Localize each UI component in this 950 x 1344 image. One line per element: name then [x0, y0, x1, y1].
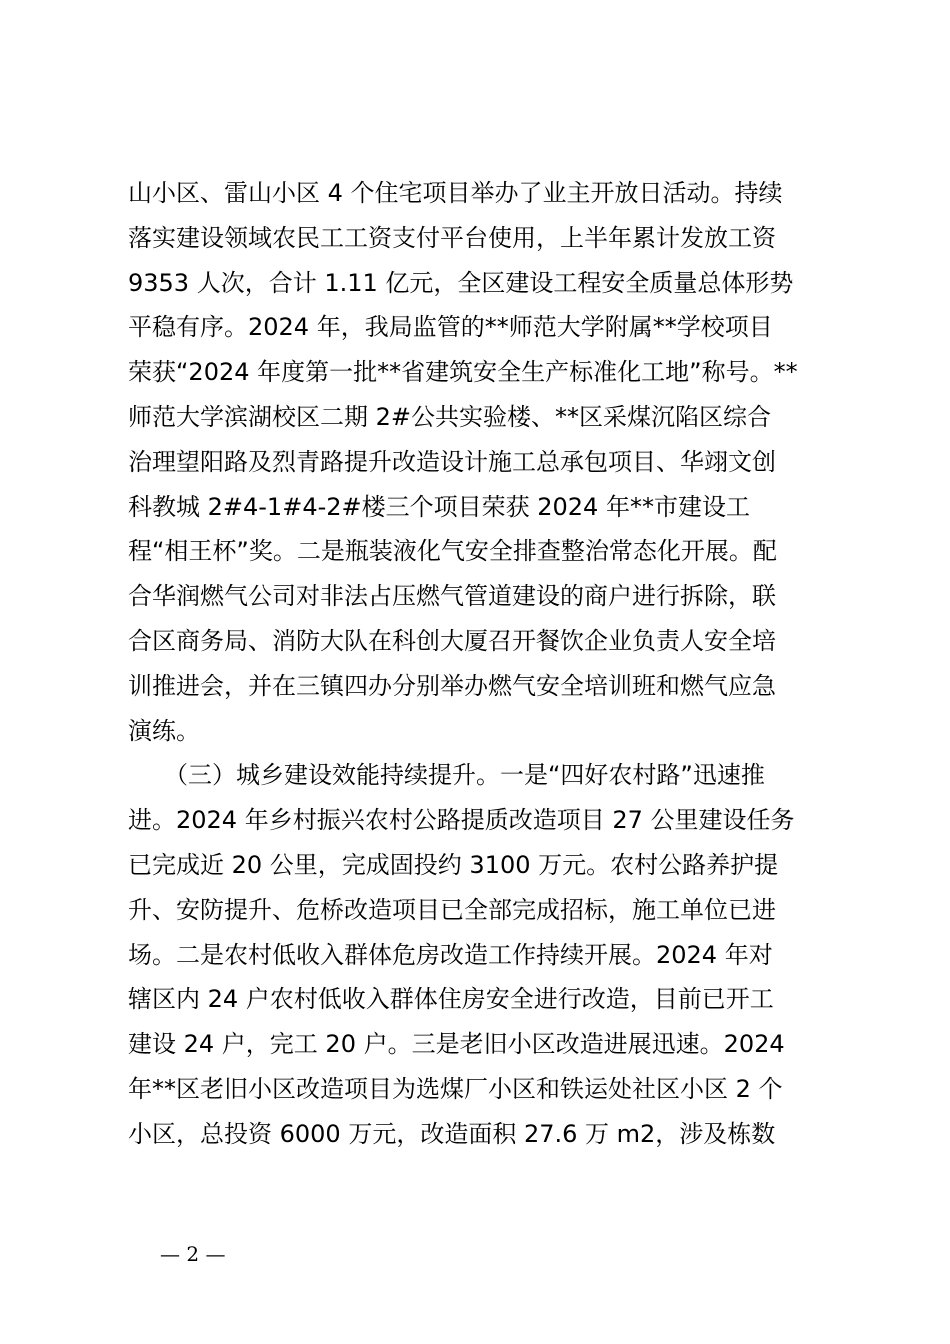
text-line: 平稳有序。2024 年，我局监管的**师范大学附属**学校项目: [128, 313, 773, 342]
text-line: 已完成近 20 公里，完成固投约 3100 万元。农村公路养护提: [128, 850, 779, 879]
text-line: 年**区老旧小区改造项目为选煤厂小区和铁运处社区小区 2 个: [128, 1074, 783, 1103]
text-line: 合华润燃气公司对非法占压燃气管道建设的商户进行拆除，联: [128, 582, 776, 611]
text-line: 场。二是农村低收入群体危房改造工作持续开展。2024 年对: [128, 940, 773, 969]
text-line: 落实建设领域农民工工资支付平台使用，上半年累计发放工资: [128, 223, 776, 252]
page-number: — 2 —: [160, 1242, 226, 1266]
text-line: 训推进会，并在三镇四办分别举办燃气安全培训班和燃气应急: [128, 671, 776, 700]
section-heading-line: （三）城乡建设效能持续提升。一是“四好农村路”迅速推: [128, 761, 765, 790]
text-line: 辖区内 24 户农村低收入群体住房安全进行改造，目前已开工: [128, 985, 774, 1014]
text-line: 演练。: [128, 716, 200, 745]
text-line: 升、安防提升、危桥改造项目已全部完成招标，施工单位已进: [128, 895, 776, 924]
text-line: 荣获“2024 年度第一批**省建筑安全生产标准化工地”称号。**: [128, 358, 798, 387]
text-line: 小区，总投资 6000 万元，改造面积 27.6 万 m2，涉及栋数: [128, 1119, 776, 1148]
text-line: 山小区、雷山小区 4 个住宅项目举办了业主开放日活动。持续: [128, 179, 783, 207]
text-line: 师范大学滨湖校区二期 2#公共实验楼、**区采煤沉陷区综合: [128, 402, 772, 431]
text-line: 科教城 2#4-1#4-2#楼三个项目荣获 2024 年**市建设工: [128, 492, 750, 521]
text-line: 程“相王杯”奖。二是瓶装液化气安全排查整治常态化开展。配: [128, 537, 777, 566]
body-text: [128, 171, 838, 1157]
text-line: 建设 24 户，完工 20 户。三是老旧小区改造进展迅速。2024: [128, 1030, 785, 1059]
text-line: 治理望阳路及烈青路提升改造设计施工总承包项目、华翊文创: [128, 447, 776, 476]
text-line: 合区商务局、消防大队在科创大厦召开餐饮企业负责人安全培: [128, 626, 776, 655]
text-line: 9353 人次，合计 1.11 亿元，全区建设工程安全质量总体形势: [128, 268, 794, 297]
text-line: 进。2024 年乡村振兴农村公路提质改造项目 27 公里建设任务: [128, 806, 795, 835]
